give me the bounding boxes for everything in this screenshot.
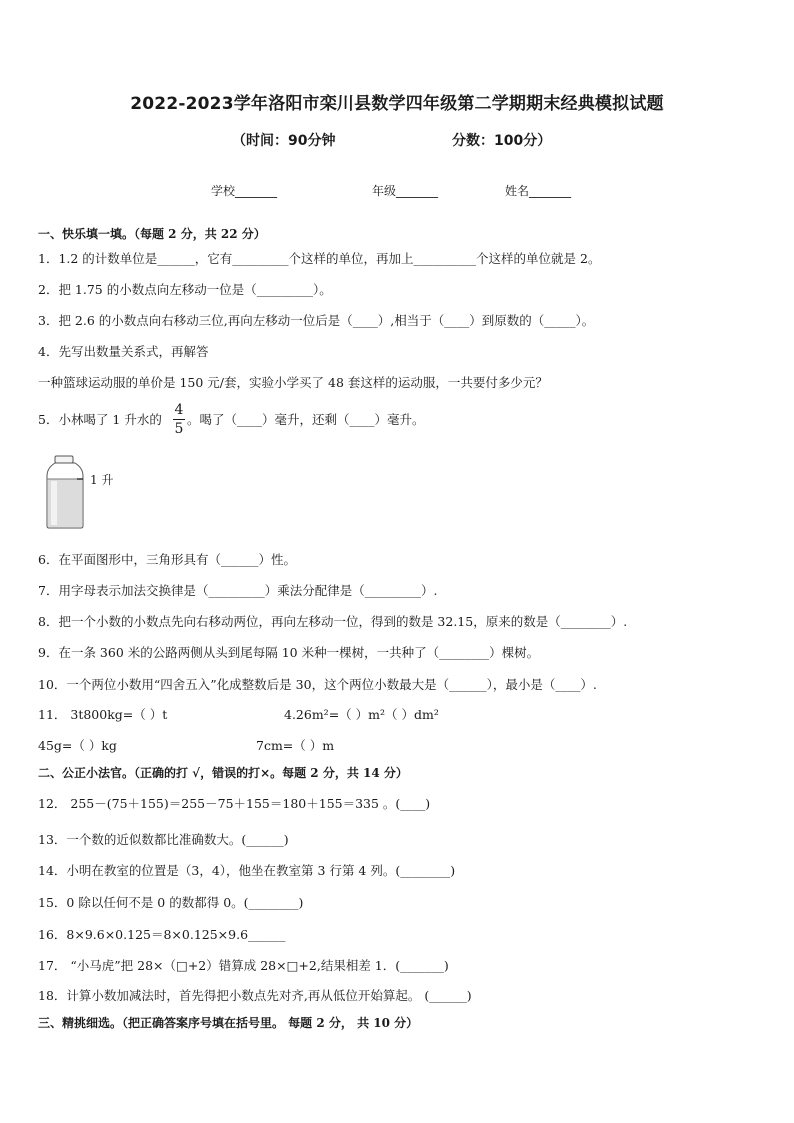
question-6: 6．在平面图形中，三角形具有（______）性。 [38, 552, 296, 567]
fraction-bar [173, 419, 185, 420]
fraction-four-fifths [173, 402, 185, 437]
question-5-part1: 5．小林喝了 1 升水的 [38, 412, 162, 427]
question-18: 18．计算小数加减法时，首先得把小数点先对齐,再从低位开始算起。 (______) [38, 988, 472, 1003]
question-14: 14．小明在教室的位置是（3，4），他坐在教室第 3 行第 4 列。(________) [38, 863, 456, 878]
question-12: 12． 255－(75＋155)＝255－75＋155＝180＋155＝335 。(____) [38, 796, 431, 811]
question-15: 15．0 除以任何不是 0 的数都得 0。(________) [38, 895, 304, 910]
question-11-part4: 7cm=（ ）m [256, 738, 335, 753]
question-1: 1．1.2 的计数单位是______，它有_________个这样的单位，再加上__________个这样的单位就是 2。 [38, 251, 601, 266]
question-9: 9．在一条 360 米的公路两侧从头到尾每隔 10 米种一棵树，一共种了（________）棵树。 [38, 645, 540, 660]
exam-score: 分数：100分） [452, 133, 552, 149]
section-2-heading: 二、公正小法官。（正确的打 √，错误的打×。每题 2 分，共 14 分） [38, 766, 408, 780]
question-5-part2: 。喝了（____）毫升，还剩（____）毫升。 [187, 412, 425, 427]
question-11-part1: 11． 3t800kg=（ ）t [38, 707, 168, 722]
question-2: 2．把 1.75 的小数点向左移动一位是（_________）。 [38, 282, 332, 297]
question-10: 10．一个两位小数用“四舍五入”化成整数后是 30，这个两位小数最大是（______），最小是（____）. [38, 677, 597, 692]
question-7: 7．用字母表示加法交换律是（_________）乘法分配律是（_________）. [38, 583, 438, 598]
question-13: 13．一个数的近似数都比准确数大。(______) [38, 832, 289, 847]
section-3-heading: 三、精挑细选。（把正确答案序号填在括号里。 每题 2 分， 共 10 分） [38, 1016, 419, 1030]
question-8: 8．把一个小数的小数点先向右移动两位，再向左移动一位，得到的数是 32.15，原来的数是（________）. [38, 614, 628, 629]
question-11-part3: 45g=（ ）kg [38, 738, 117, 753]
section-1-heading: 一、快乐填一填。（每题 2 分，共 22 分） [38, 227, 266, 241]
question-3: 3．把 2.6 的小数点向右移动三位,再向左移动一位后是（____）,相当于（____）到原数的（_____）。 [38, 313, 595, 328]
page-title: 2022-2023学年洛阳市栾川县数学四年级第二学期期末经典模拟试题 [130, 94, 664, 114]
exam-time: （时间：90分钟 [232, 133, 336, 149]
question-16: 16．8×9.6×0.125＝8×0.125×9.6______ [38, 927, 286, 942]
fraction-denominator: 5 [174, 421, 184, 437]
question-4-body: 一种篮球运动服的单价是 150 元/套，实验小学买了 48 套这样的运动服，一共要付多少元？ [38, 375, 548, 390]
name-field: 姓名_______ [505, 184, 572, 198]
water-bottle-image [44, 455, 86, 529]
bottle-volume-label: 1 升 [90, 473, 114, 487]
grade-field: 年级_______ [372, 184, 439, 198]
question-4: 4．先写出数量关系式，再解答 [38, 344, 209, 359]
question-11-part2: 4.26m²=（ ）m²（ ）dm² [284, 707, 439, 722]
fraction-numerator: 4 [174, 402, 184, 418]
school-field: 学校_______ [211, 184, 278, 198]
question-17: 17． “小马虎”把 28×（□+2）错算成 28×□+2,结果相差 1．(_______) [38, 958, 449, 973]
